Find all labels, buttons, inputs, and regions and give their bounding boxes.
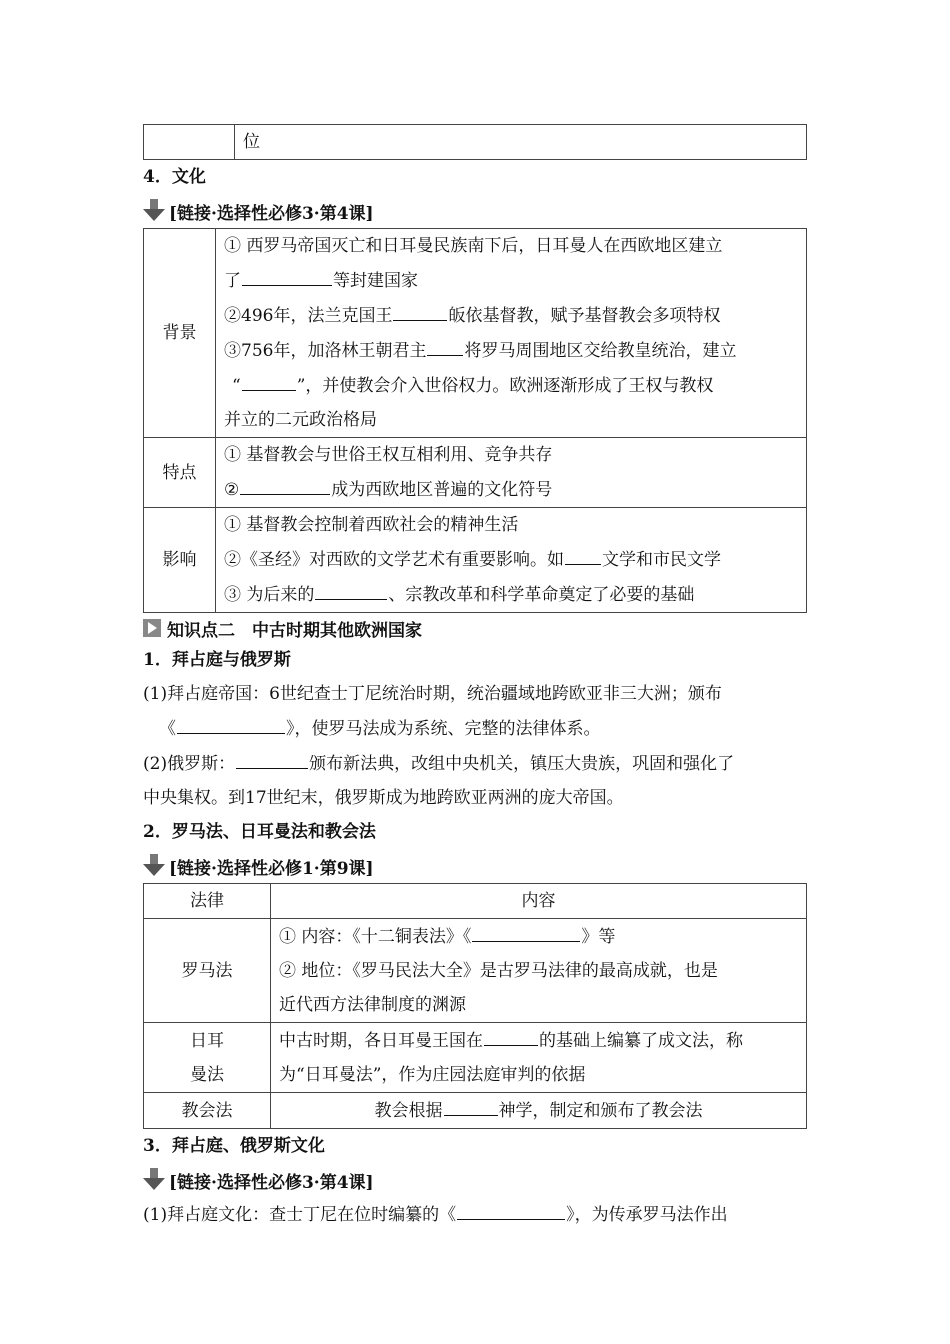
paragraph: 中央集权。到17世纪末，俄罗斯成为地跨欧亚两洲的庞大帝国。 [143,788,624,808]
fill-blank [236,746,308,769]
table-header-row [144,884,807,919]
document-page [143,124,807,1232]
row-label-roman-law: 罗马法 [144,919,271,1023]
text-line: ① 基督教会与世俗王权互相利用、竞争共存 [224,445,553,465]
paragraph: (1)拜占庭文化：查士丁尼在位时编纂的《 》，为传承罗马法作出 [143,1197,807,1232]
knowledge-point-2 [143,613,807,643]
link-text: [链接·选择性必修1·第9课] [169,858,374,879]
link-line-sec3 [143,1163,807,1197]
text-line: ②496年，法兰克国王 皈依基督教，赋予基督教会多项特权 [224,298,798,333]
link-line-sec2 [143,849,807,883]
header-content: 内容 [271,884,807,919]
text-line: ② 成为西欧地区普遍的文化符号 [224,472,798,507]
culture-table [143,228,807,613]
fill-blank [484,1023,538,1046]
fill-blank [177,711,285,734]
text-line: ① 内容：《十二铜表法》《 》等 [279,919,798,954]
text-line: ① 西罗马帝国灭亡和日耳曼民族南下后，日耳曼人在西欧地区建立 [224,236,723,256]
play-icon [143,619,161,637]
features-content [216,438,807,508]
text-line: 为“日耳曼法”，作为庄园法庭审判的依据 [279,1065,586,1085]
arrow-down-icon [143,854,165,878]
text-line: 近代西方法律制度的渊源 [279,995,466,1015]
arrow-down-icon [143,199,165,223]
fill-blank [315,577,387,600]
fill-blank [240,472,330,495]
table-row [144,1093,807,1129]
fill-blank [242,368,296,391]
text-line: ① 基督教会控制着西欧社会的精神生活 [224,515,519,535]
link-line-sec4 [143,194,807,228]
paragraph: (2)俄罗斯： 颁布新法典，改组中央机关，镇压大贵族，巩固和强化了 [143,746,807,781]
link-text: [链接·选择性必修3·第4课] [169,203,374,224]
fill-blank [472,919,580,942]
paragraph: 《 》，使罗马法成为系统、完整的法律体系。 [143,711,807,746]
table-row [144,1023,807,1093]
fill-blank [427,333,463,356]
section-4-title: 4．文化 [143,167,206,187]
table-row [144,229,807,438]
table-row [144,438,807,508]
text-line: ③756年，加洛林王朝君主 将罗马周围地区交给教皇统治，建立 [224,333,798,368]
paragraph: (1)拜占庭帝国：6世纪查士丁尼统治时期，统治疆域地跨欧亚非三大洲；颁布 [143,684,722,704]
section-3-title: 3．拜占庭、俄罗斯文化 [143,1136,325,1156]
text-line: ② 地位：《罗马民法大全》是古罗马法律的最高成就，也是 [279,961,718,981]
arrow-down-icon [143,1168,165,1192]
germanic-law-content [271,1023,807,1093]
fill-blank [444,1093,498,1116]
knowledge-point-title: 知识点二 中古时期其他欧洲国家 [167,620,422,641]
fill-blank [457,1197,565,1220]
influence-content [216,508,807,613]
text-line: 了 等封建国家 [224,263,798,298]
section-2-title: 2．罗马法、日耳曼法和教会法 [143,822,376,842]
section-1-title: 1．拜占庭与俄罗斯 [143,650,291,670]
fill-blank [242,263,332,286]
law-table [143,883,807,1129]
church-law-content: 教会根据 神学，制定和颁布了教会法 [271,1093,807,1129]
fill-blank [565,542,601,565]
table-row [144,508,807,613]
row-label-church-law: 教会法 [144,1093,271,1129]
text-line: “ ”，并使教会介入世俗权力。欧洲逐渐形成了王权与教权 [224,368,798,403]
row-label-background: 背景 [144,229,216,438]
text-line: ③ 为后来的 、宗教改革和科学革命奠定了必要的基础 [224,577,798,612]
row-label-germanic-law: 日耳 曼法 [144,1023,271,1093]
row-label-features: 特点 [144,438,216,508]
top-table [143,124,807,160]
header-law: 法律 [144,884,271,919]
top-table-empty-cell [144,125,235,160]
text-line: ②《圣经》对西欧的文学艺术有重要影响。如 文学和市民文学 [224,542,798,577]
row-label-influence: 影响 [144,508,216,613]
roman-law-content [271,919,807,1023]
text-line: 中古时期，各日耳曼王国在 的基础上编纂了成文法，称 [279,1023,798,1058]
table-row [144,919,807,1023]
top-table-cell: 位 [235,125,807,160]
background-content [216,229,807,438]
fill-blank [393,298,447,321]
link-text: [链接·选择性必修3·第4课] [169,1172,374,1193]
text-line: 并立的二元政治格局 [224,410,377,430]
